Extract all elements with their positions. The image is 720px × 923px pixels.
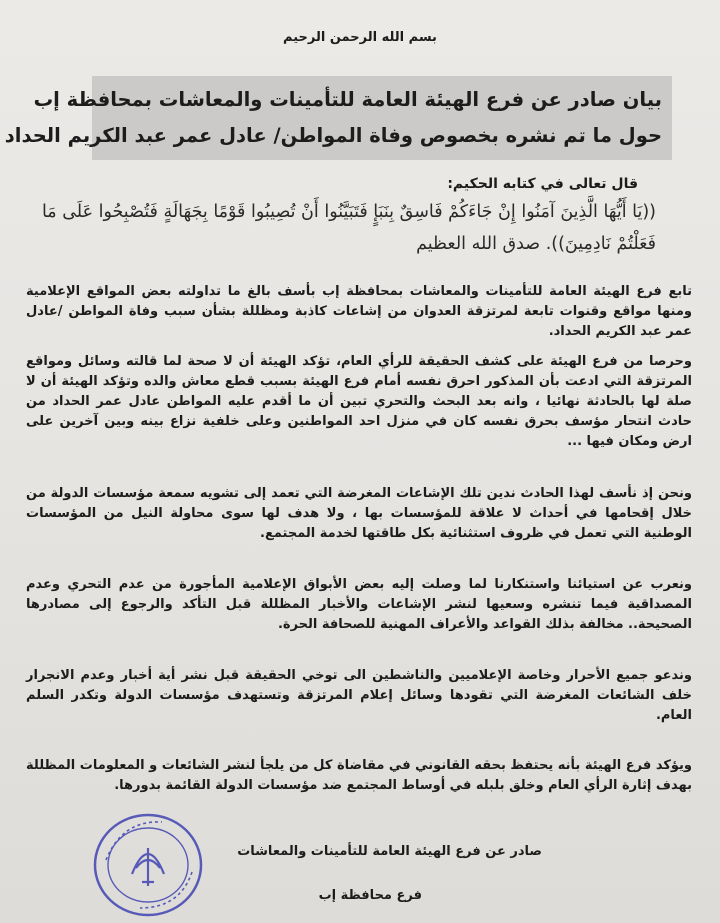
paragraph-1: تابع فرع الهيئة العامة للتأمينات والمعاشات بمحافظة إب بأسف بالغ ما تداولته بعض المواقع الإعلامية ومنها مواقع وقنوات تابعة لمرتزقة العدوان من إشاعات كاذبة ومظللة بشأن سبب وفاة المواطن /عادل عمر عبد الكريم الحداد. — [26, 284, 692, 339]
branch-name: فرع محافظة إب — [318, 888, 422, 903]
paragraph-6: ويؤكد فرع الهيئة بأنه يحتفظ بحقه القانوني في مقاضاة كل من يلجأ لنشر الشائعات و المعلومات المظللة بهدف إثارة الرأي العام وخلق بلبله في أوساط المجتمع ضد مؤسسات الدولة القائمة بدورها. — [26, 758, 692, 793]
paragraph-3: ونحن إذ نأسف لهذا الحادث ندين تلك الإشاعات المغرضة التي تعمد إلى تشويه سمعة مؤسسات الدولة من خلال إقحامها في أحداث لا علاقة للمؤسسات بها ، ولا هدف لها سوى محاولة النيل من المؤسسات الوطنية التي تعمل في ظروف استثنائية بكل طاقتها لخدمة المجتمع. — [26, 486, 692, 541]
quote-intro: قال تعالى في كتابه الحكيم: — [447, 176, 638, 192]
paragraph-2: وحرصا من فرع الهيئة على كشف الحقيقة للرأي العام، تؤكد الهيئة أن لا صحة لما قالته وسائل ومواقع المرتزقة التي ادعت بأن المذكور احرق نفسه أمام فرع الهيئة بسبب قطع معاش والده وتؤكد الهيئة أن لا صلة لها بالحادثة نهائيا ، وانه بعد البحث والتحري تبين أن ما أقدم عليه المواطن عادل عمر الحداد من حادث انتحار مؤسف بحرق نفسه كان في منزل احد المواطنين وعلى خلفية نزاع بينه وبين آخرين على ارض ومكان فيها ... — [26, 354, 692, 449]
basmala: بسم الله الرحمن الرحيم — [283, 30, 437, 45]
title-line-1: بيان صادر عن فرع الهيئة العامة للتأمينات والمعاشات بمحافظة إب — [33, 88, 662, 111]
paragraph-5: وندعو جميع الأحرار وخاصة الإعلاميين والناشطين الى توخي الحقيقة قبل نشر أية أخبار وعدم الانجرار خلف الشائعات المغرضة التي تقودها وسائل إعلام المرتزقة وتستهدف مؤسسات الدولة وتكدر السلم العام. — [26, 668, 692, 723]
statement-title — [4, 76, 672, 160]
quran-verse: ((يَا أَيُّهَا الَّذِينَ آمَنُوا إِنْ جَاءَكُمْ فَاسِقٌ بِنَبَإٍ فَتَبَيَّنُوا أَنْ تُصِيبُوا قَوْمًا بِجَهَالَةٍ فَتُصْبِحُوا عَلَى مَا فَعَلْتُمْ نَادِمِينَ)). صدق الله العظيم — [41, 202, 656, 254]
signature-line: صادر عن فرع الهيئة العامة للتأمينات والمعاشات — [237, 844, 542, 859]
title-line-2: حول ما تم نشره بخصوص وفاة المواطن/ عادل عمر عبد الكريم الحداد — [4, 124, 662, 147]
official-stamp-icon — [92, 812, 204, 918]
paragraph-4: ونعرب عن استيائنا واستنكارنا لما وصلت إليه بعض الأبواق الإعلامية المأجورة من عدم التحري وعدم المصداقية فيما تنشره وسعيها لنشر الإشاعات والأخبار المظللة قبل التأكد والرجوع إلى مصادرها الصحيحة.. مخالفة بذلك القواعد والأعراف المهنية للصحافة الحرة. — [26, 577, 692, 632]
